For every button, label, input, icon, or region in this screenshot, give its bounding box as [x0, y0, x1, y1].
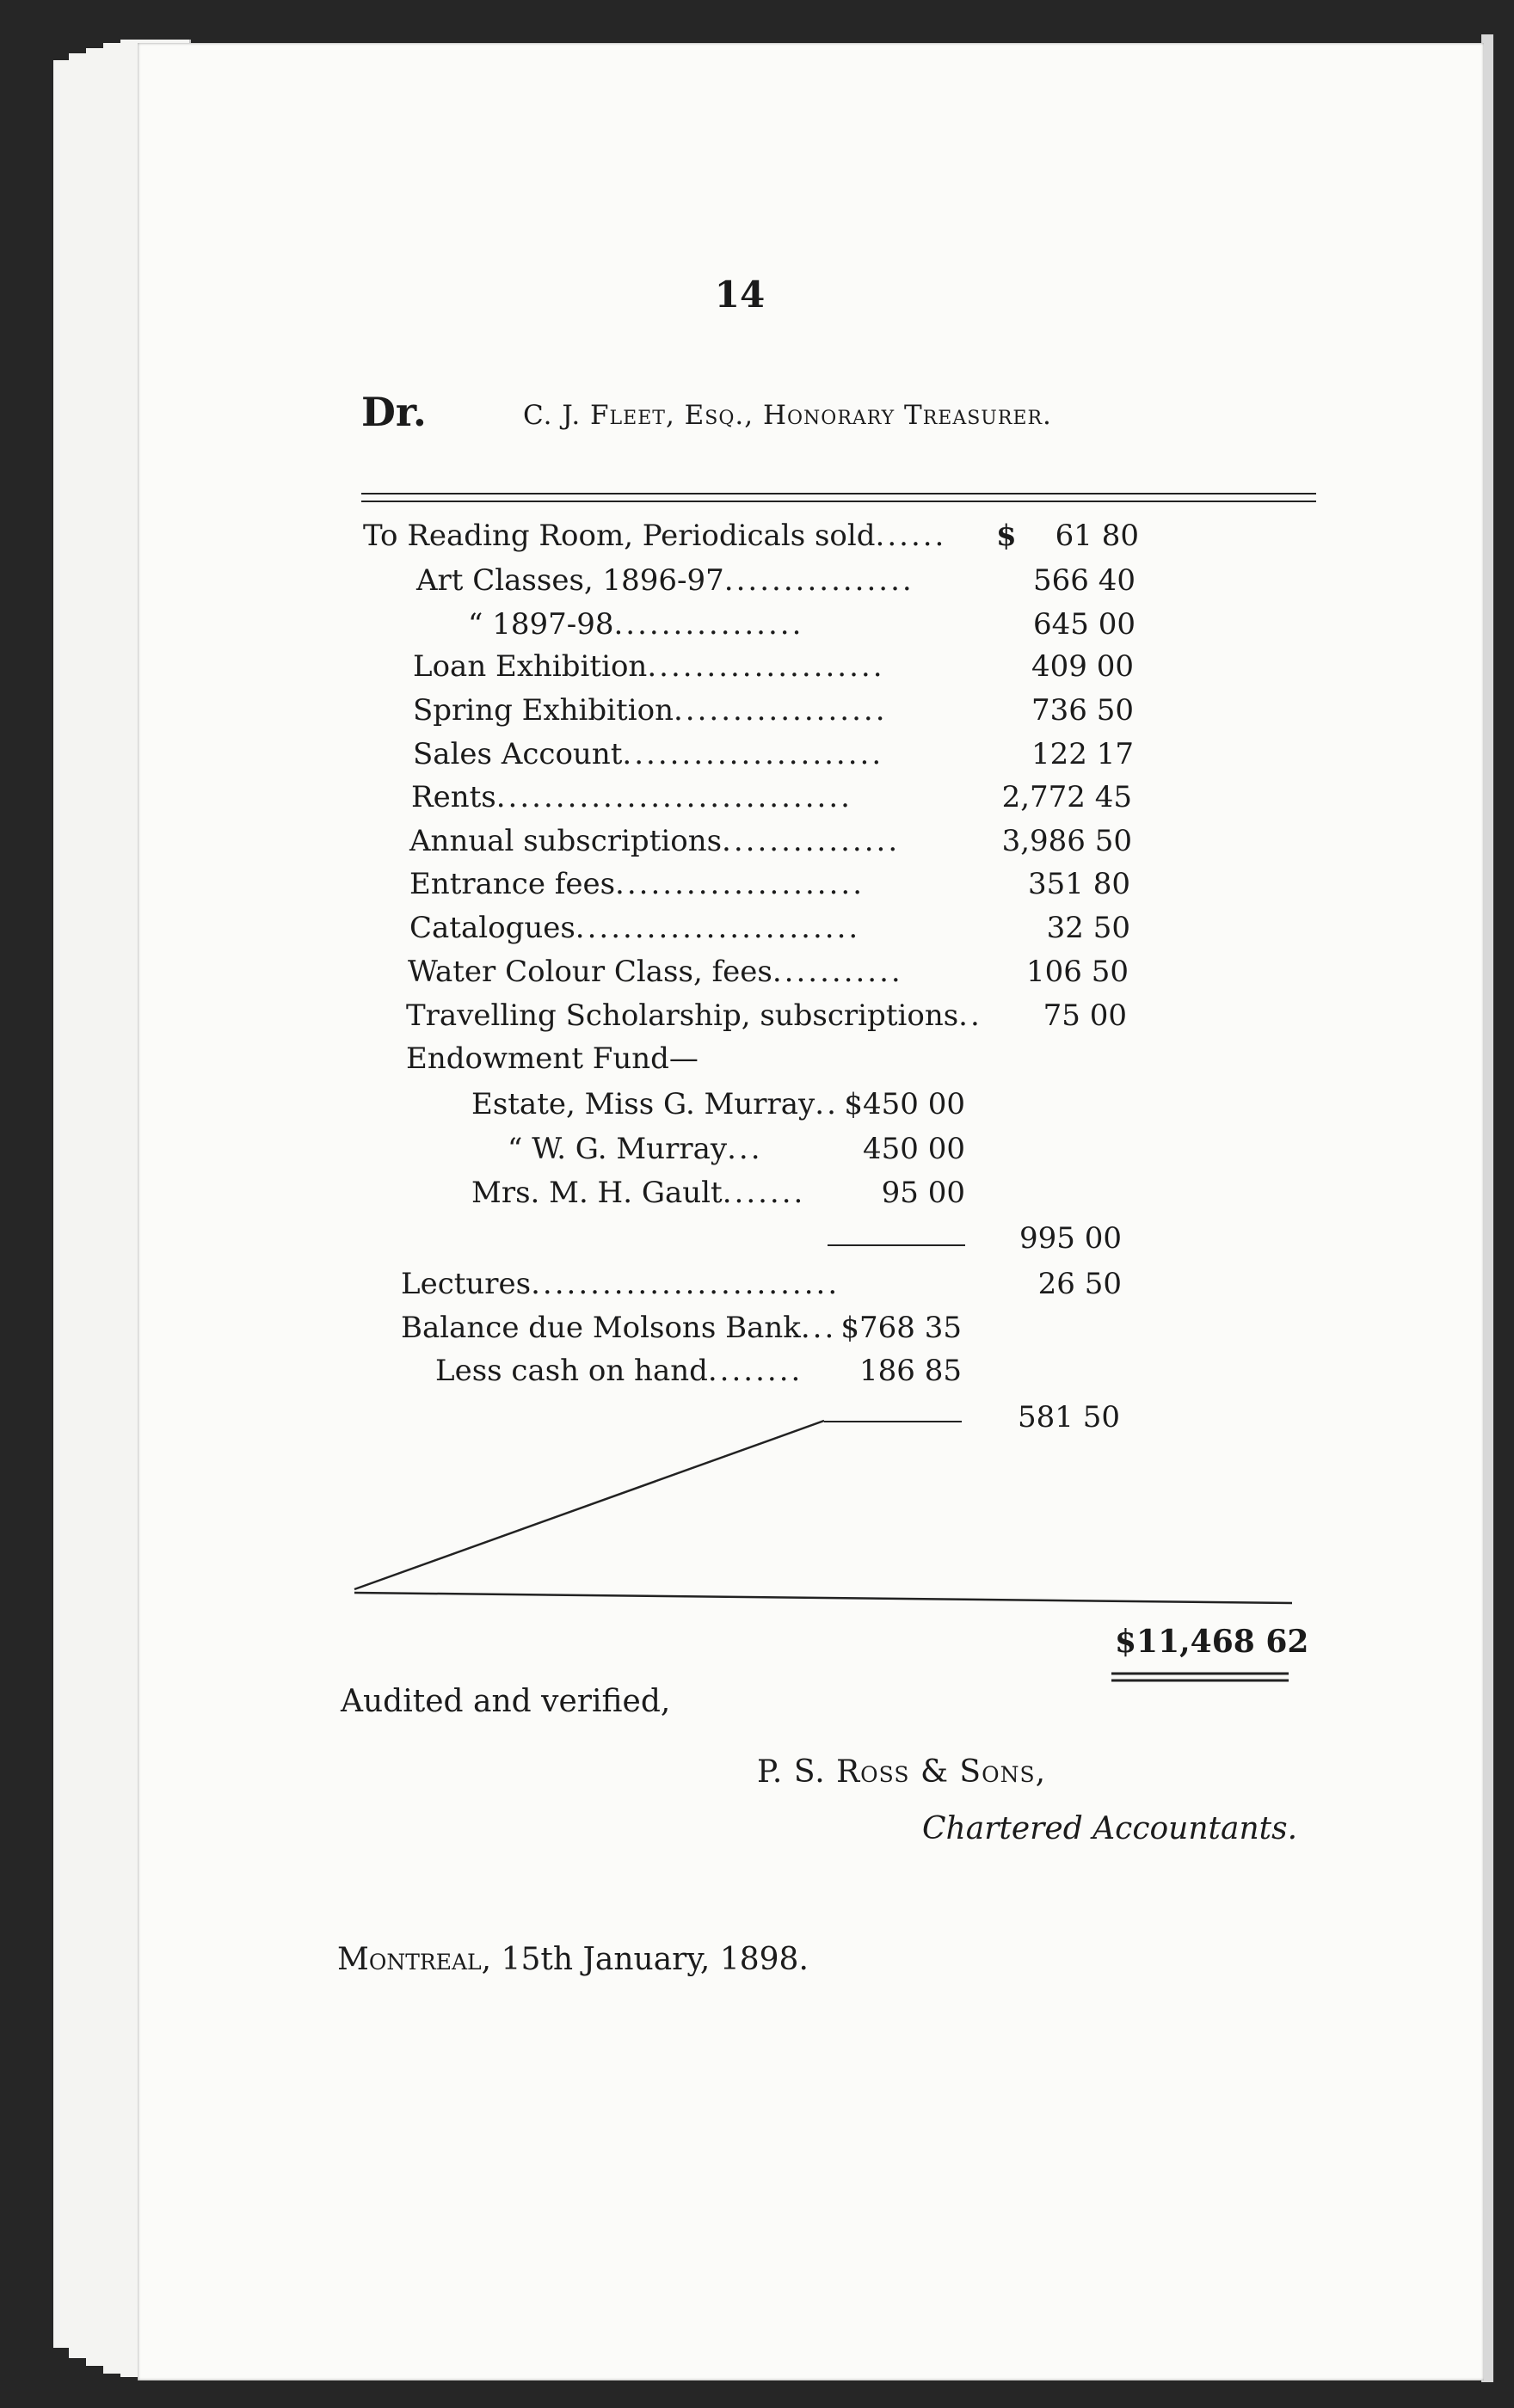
entry-subamount: $768 35: [840, 1311, 962, 1345]
entry-text: Rents: [411, 780, 496, 814]
entry-amount: 995 00: [1019, 1221, 1122, 1256]
entry-text: To Reading Room, Periodicals sold: [363, 519, 876, 553]
entry-subamount: 450 00: [863, 1132, 965, 1166]
entry-amount: 736 50: [1031, 693, 1134, 728]
date-text: 15th January, 1898.: [491, 1942, 809, 1977]
leader-dots: ..: [958, 998, 982, 1033]
entry-text: Less cash on hand: [435, 1354, 708, 1388]
entry-amount: 566 40: [1033, 563, 1136, 598]
leader-dots: ......: [875, 519, 947, 553]
date-place: Montreal,: [337, 1942, 492, 1977]
entry-text: Lectures: [401, 1267, 532, 1301]
entry-subamount: 95 00: [881, 1176, 965, 1210]
entry-amount: 581 50: [1018, 1400, 1120, 1434]
entry-text: Annual subscriptions: [409, 824, 723, 858]
leader-dots: ........: [707, 1354, 803, 1388]
leader-dots: ..................: [673, 693, 888, 728]
leader-dots: ........................: [575, 911, 861, 945]
leader-dots: ...........: [772, 955, 903, 989]
entry-amount: 645 00: [1033, 607, 1136, 642]
page-number: 14: [714, 273, 766, 316]
currency-sign: $: [996, 519, 1017, 553]
leader-dots: ..........................: [531, 1267, 840, 1301]
entry-amount: 2,772 45: [1001, 780, 1132, 814]
entry-amount: 122 17: [1031, 737, 1134, 771]
place-and-date: [337, 1942, 809, 1977]
leader-dots: ...............: [722, 824, 901, 858]
entry-text: Mrs. M. H. Gault: [471, 1176, 723, 1210]
entry-amount: 106 50: [1026, 955, 1129, 989]
grand-total: $11,468 62: [1115, 1624, 1309, 1660]
entry-text: Entrance fees: [409, 867, 616, 901]
entry-amount: 351 80: [1028, 867, 1130, 901]
leader-dots: ..............................: [495, 780, 852, 814]
leader-dots: .....................: [615, 867, 865, 901]
leader-dots: ...: [800, 1311, 837, 1345]
leader-dots: ................: [613, 607, 804, 642]
entry-text: Estate, Miss G. Murray: [471, 1087, 815, 1121]
entry-text: Loan Exhibition: [413, 649, 648, 684]
entry-text: Catalogues: [409, 911, 575, 945]
entry-amount: 26 50: [1037, 1267, 1122, 1301]
entry-text: Water Colour Class, fees: [408, 955, 772, 989]
entry-text: Sales Account: [413, 737, 623, 771]
entry-text: Endowment Fund—: [406, 1041, 699, 1076]
entry-amount: 32 50: [1046, 911, 1130, 945]
auditor-title: Chartered Accountants.: [922, 1811, 1298, 1846]
entry-text: Balance due Molsons Bank: [401, 1311, 801, 1345]
leader-dots: ....................: [647, 649, 885, 684]
debit-heading: Dr.: [361, 389, 427, 435]
entry-amount: 409 00: [1031, 649, 1134, 684]
entry-subamount: 186 85: [859, 1354, 962, 1388]
entry-subamount: $450 00: [844, 1087, 965, 1121]
auditor-firm: P. S. Ross & Sons,: [757, 1754, 1047, 1790]
leader-dots: ...: [727, 1132, 763, 1166]
entry-amount: 61 80: [1055, 519, 1139, 553]
entry-text: Travelling Scholarship, subscriptions: [406, 998, 959, 1033]
leader-dots: ................: [723, 563, 914, 598]
entry-text: “ W. G. Murray: [508, 1132, 728, 1166]
leader-dots: ..: [815, 1087, 839, 1121]
entry-amount: 75 00: [1043, 998, 1127, 1033]
entry-amount: 3,986 50: [1001, 824, 1132, 858]
account-title: C. J. Fleet, Esq., Honorary Treasurer.: [523, 400, 1052, 431]
leader-dots: .......: [722, 1176, 806, 1210]
audit-statement: Audited and verified,: [341, 1684, 671, 1719]
entry-text: “ 1897-98: [468, 607, 614, 642]
entry-text: Art Classes, 1896-97: [416, 563, 724, 598]
leader-dots: ......................: [622, 737, 884, 771]
entry-text: Spring Exhibition: [413, 693, 674, 728]
